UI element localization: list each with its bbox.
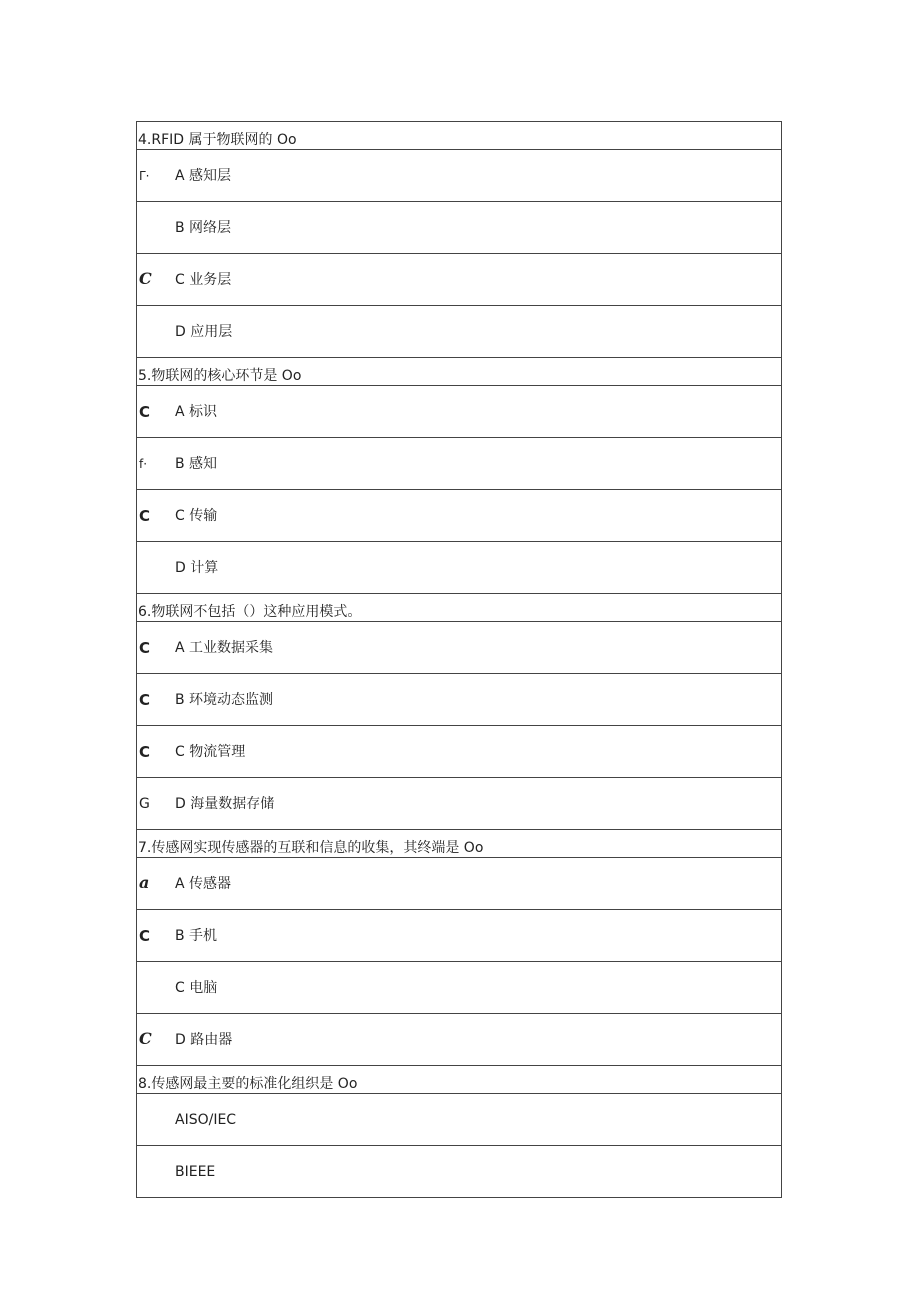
option-label: C 物流管理 (175, 744, 246, 760)
option-label: C 传输 (175, 508, 218, 524)
question-text: 8.传感网最主要的标准化组织是 Oo (138, 1076, 358, 1092)
option-row[interactable] (136, 438, 782, 490)
option-label: D 计算 (175, 560, 219, 576)
option-label: C 业务层 (175, 272, 232, 288)
option-row[interactable] (136, 778, 782, 830)
question-row (136, 1066, 782, 1094)
radio-mark[interactable]: C (139, 927, 151, 945)
option-row[interactable] (136, 910, 782, 962)
option-row[interactable] (136, 254, 782, 306)
option-label: D 海量数据存储 (175, 796, 275, 812)
question-table (136, 121, 782, 1198)
option-row[interactable] (136, 1014, 782, 1066)
radio-mark[interactable]: C (139, 1029, 152, 1048)
option-label: AISO/IEC (175, 1112, 237, 1128)
option-row[interactable] (136, 150, 782, 202)
radio-mark[interactable]: a (139, 873, 150, 892)
radio-mark[interactable]: C (139, 743, 151, 761)
option-label: A 感知层 (175, 168, 232, 184)
option-row[interactable] (136, 726, 782, 778)
radio-mark[interactable]: C (139, 507, 151, 525)
option-row[interactable] (136, 386, 782, 438)
option-row[interactable] (136, 202, 782, 254)
radio-mark[interactable]: C (139, 403, 151, 421)
option-label: A 标识 (175, 404, 218, 420)
radio-mark[interactable]: Γ· (139, 169, 150, 183)
radio-mark[interactable]: C (139, 639, 151, 657)
radio-mark[interactable]: C (139, 691, 151, 709)
option-row[interactable] (136, 306, 782, 358)
option-label: B 感知 (175, 456, 218, 472)
radio-mark[interactable]: f· (139, 457, 148, 471)
option-row[interactable] (136, 622, 782, 674)
option-label: D 路由器 (175, 1032, 233, 1048)
option-label: B 网络层 (175, 220, 232, 236)
option-row[interactable] (136, 1146, 782, 1198)
option-row[interactable] (136, 1094, 782, 1146)
question-row (136, 594, 782, 622)
option-label: BIEEE (175, 1164, 216, 1180)
option-row[interactable] (136, 858, 782, 910)
option-label: A 传感器 (175, 876, 232, 892)
option-label: A 工业数据采集 (175, 640, 274, 656)
question-row (136, 830, 782, 858)
option-row[interactable] (136, 674, 782, 726)
question-text: 4.RFID 属于物联网的 Oo (138, 132, 297, 148)
question-row (136, 122, 782, 150)
option-label: C 电脑 (175, 980, 218, 996)
question-text: 6.物联网不包括（）这种应用模式。 (138, 604, 362, 620)
option-label: B 手机 (175, 928, 218, 944)
option-label: B 环境动态监测 (175, 692, 274, 708)
option-label: D 应用层 (175, 324, 233, 340)
question-row (136, 358, 782, 386)
radio-mark[interactable]: G (139, 796, 150, 812)
option-row[interactable] (136, 542, 782, 594)
option-row[interactable] (136, 962, 782, 1014)
option-row[interactable] (136, 490, 782, 542)
question-text: 7.传感网实现传感器的互联和信息的收集，其终端是 Oo (138, 840, 484, 856)
question-text: 5.物联网的核心环节是 Oo (138, 368, 302, 384)
radio-mark[interactable]: C (139, 269, 152, 288)
